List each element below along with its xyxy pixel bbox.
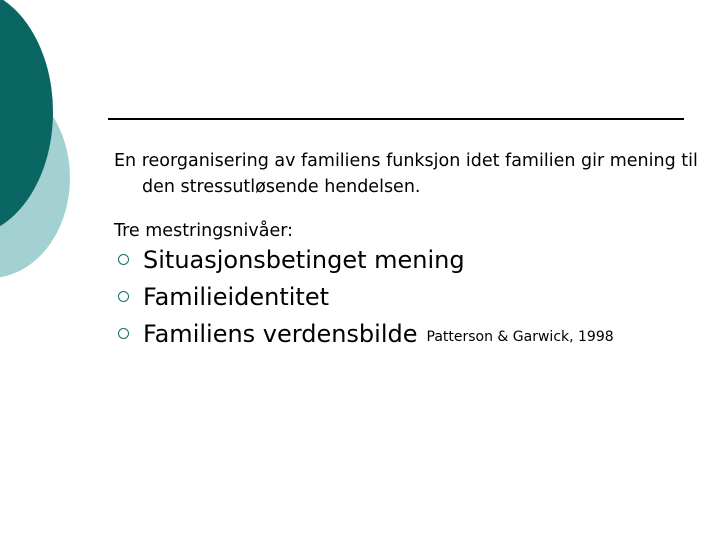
list-item [114, 246, 704, 283]
circle-bullet-icon [118, 328, 129, 339]
list-item [114, 320, 704, 357]
circle-bullet-icon [118, 291, 129, 302]
citation: Patterson & Garwick, 1998 [426, 329, 614, 345]
corner-decoration [0, 0, 90, 300]
list-item-text: Situasjonsbetinget mening [143, 246, 465, 274]
levels-list [114, 246, 704, 357]
title-underline [108, 118, 684, 120]
paragraph-levels-heading: Tre mestringsnivåer: [114, 221, 294, 241]
circle-bullet-icon [118, 254, 129, 265]
paragraph-definition: En reorganisering av familiens funksjon idet familien gir mening til den stressutløsende hendelsen. [114, 151, 698, 197]
list-item [114, 283, 704, 320]
list-item-text: Familiens verdensbilde [143, 320, 418, 348]
list-item-text: Familieidentitet [143, 283, 329, 311]
slide-body [114, 148, 704, 357]
